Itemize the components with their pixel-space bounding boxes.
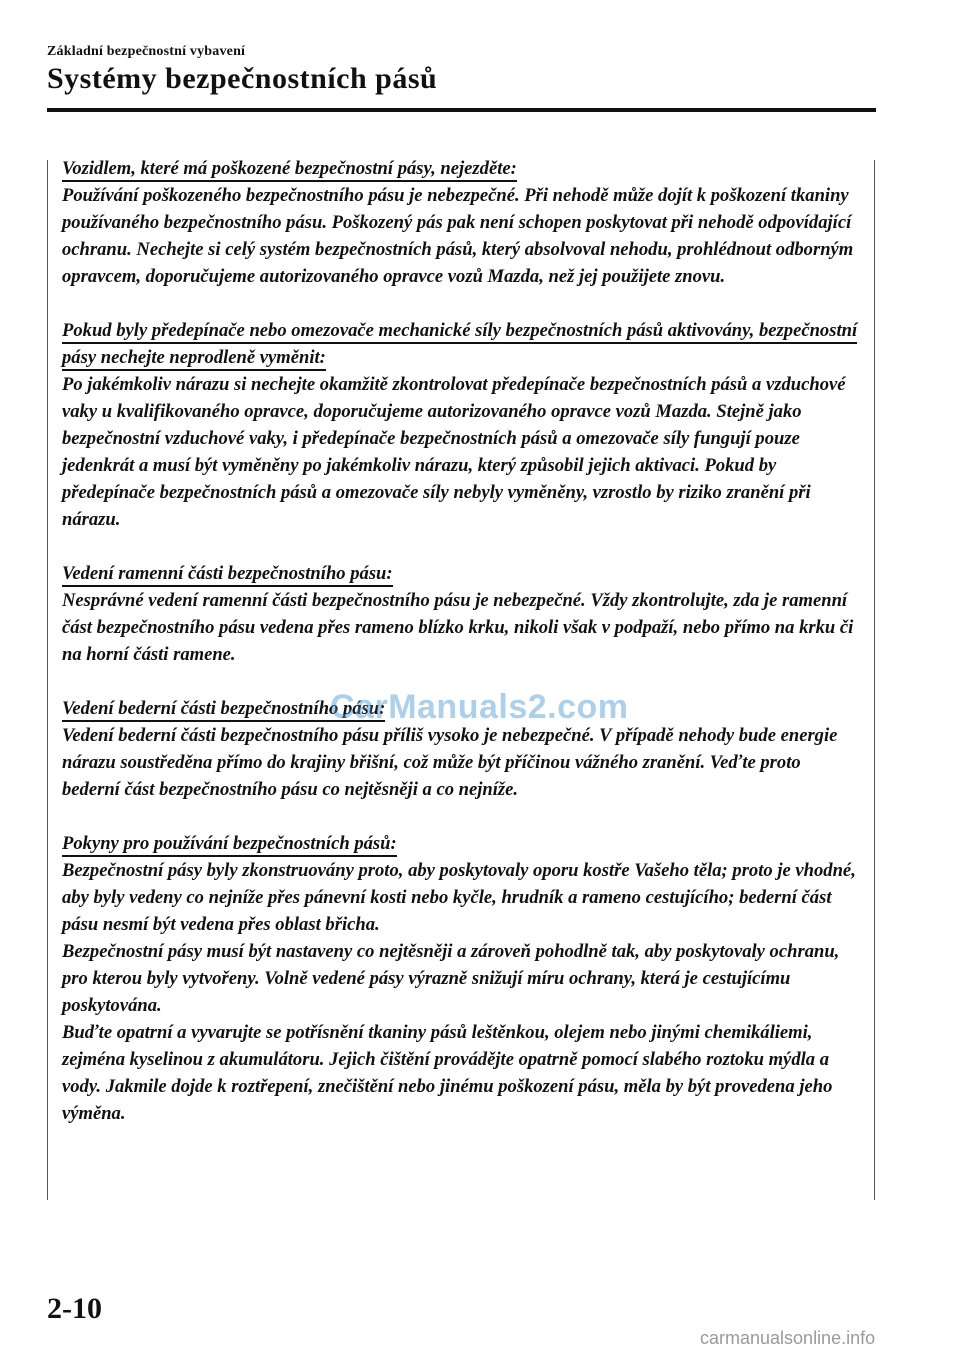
warning-heading: Vedení bederní části bezpečnostního pásu: (62, 698, 385, 722)
warning-block-usage-instructions (62, 830, 862, 1127)
watermark: CarManuals2.com (330, 688, 629, 726)
warning-heading: Pokud byly předepínače nebo omezovače mechanické síly bezpečnostních pásů aktivovány, bezpečnostní pásy nechejte neprodleně vyměnit: (62, 320, 857, 371)
warning-heading: Vozidlem, které má poškozené bezpečnostní pásy, nejezděte: (62, 158, 517, 182)
warning-block-shoulder-belt (62, 560, 862, 668)
warning-paragraph: Vedení bederní části bezpečnostního pásu příliš vysoko je nebezpečné. V případě nehody bude energie nárazu soustředěna přímo do krajiny břišní, což může být příčinou vážného zranění. Veďte proto bederní část bezpečnostního pásu co nejtěsněji a co nejníže. (62, 725, 838, 800)
page-number: 2-10 (47, 1292, 102, 1325)
warning-paragraph: Bezpečnostní pásy musí být nastaveny co nejtěsněji a zároveň pohodlně tak, aby poskytovaly ochranu, pro kterou byly vytvořeny. Volně vedené pásy výrazně snižují míru ochrany, která je cestujícímu poskytována. (62, 941, 840, 1016)
section-label: Základní bezpečnostní vybavení (47, 44, 246, 59)
warning-block-pretensioners (62, 317, 862, 533)
warning-paragraph: Po jakémkoliv nárazu si nechejte okamžitě zkontrolovat předepínače bezpečnostních pásů a vzduchové vaky u kvalifikovaného opravce, doporučujeme autorizovaného opravce vozů Mazda. Stejně jako bezpečnostní vzduchové vaky, i předepínače bezpečnostních pásů a omezovače síly fungují pouze jedenkrát a musí být vyměněny po jakémkoliv nárazu, který způsobil jejich aktivaci. Pokud by předepínače bezpečnostních pásů a omezovače síly nebyly vyměněny, vzrostlo by riziko zranění při nárazu. (62, 374, 846, 530)
warning-paragraph: Buďte opatrní a vyvarujte se potřísnění tkaniny pásů leštěnkou, olejem nebo jinými chemikáliemi, zejména kyselinou z akumulátoru. Jejich čištění provádějte opatrně pomocí slabého roztoku mýdla a vody. Jakmile dojde k roztřepení, znečištění nebo jinému poškození pásu, měla by být provedena jeho výměna. (62, 1022, 833, 1124)
warning-heading: Pokyny pro používání bezpečnostních pásů: (62, 833, 397, 857)
warning-paragraph: Používání poškozeného bezpečnostního pásu je nebezpečné. Při nehodě může dojít k poškození tkaniny používaného bezpečnostního pásu. Poškozený pás pak není schopen poskytovat při nehodě odpovídající ochranu. Nechejte si celý systém bezpečnostních pásů, který absolvoval nehodu, prohlédnout odborným opravcem, doporučujeme autorizovaného opravce vozů Mazda, než jej použijete znovu. (62, 185, 854, 287)
warning-block-damaged-belts (62, 155, 862, 290)
warning-border-left (47, 160, 48, 1200)
title-divider (47, 108, 876, 112)
warning-heading: Vedení ramenní části bezpečnostního pásu: (62, 563, 393, 587)
page-title: Systémy bezpečnostních pásů (47, 62, 438, 95)
warning-border-right (874, 160, 875, 1200)
warning-paragraph: Bezpečnostní pásy byly zkonstruovány proto, aby poskytovaly oporu kostře Vašeho těla; proto je vhodné, aby byly vedeny co nejníže přes pánevní kosti nebo kyčle, hrudník a rameno cestujícího; bederní část pásu nesmí být vedena přes oblast břicha. (62, 860, 856, 935)
warning-paragraph: Nesprávné vedení ramenní části bezpečnostního pásu je nebezpečné. Vždy zkontrolujte, zda je ramenní část bezpečnostního pásu vedena přes rameno blízko krku, nikoli však v podpaží, nebo přímo na krku či na horní části ramene. (62, 590, 854, 665)
warning-content (62, 155, 862, 1154)
site-watermark: carmanualsonline.info (700, 1328, 876, 1348)
